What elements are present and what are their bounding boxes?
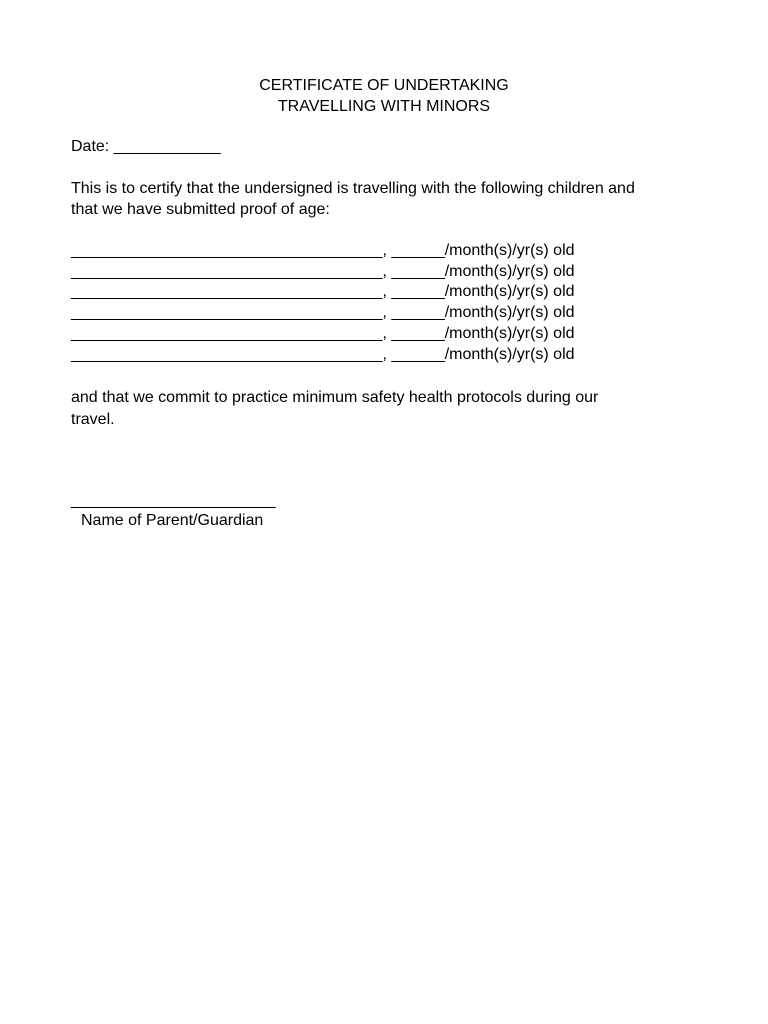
child-row: ___________________________________, ______/month(s)/yr(s) old <box>71 283 575 301</box>
children-list <box>71 241 575 365</box>
child-row: ___________________________________, ______/month(s)/yr(s) old <box>71 324 575 342</box>
document-title <box>0 75 768 117</box>
commitment-line-1: and that we commit to practice minimum safety health protocols during our <box>71 389 599 406</box>
child-row: ___________________________________, ______/month(s)/yr(s) old <box>71 345 575 363</box>
child-row: ___________________________________, ______/month(s)/yr(s) old <box>71 262 575 280</box>
child-row: ___________________________________, ______/month(s)/yr(s) old <box>71 242 575 259</box>
signature-label: Name of Parent/Guardian <box>81 512 264 529</box>
title-line-1: CERTIFICATE OF UNDERTAKING <box>259 77 509 94</box>
intro-line-1: This is to certify that the undersigned is travelling with the following children and <box>71 180 635 197</box>
intro-line-2: that we have submitted proof of age: <box>71 201 330 218</box>
title-line-2: TRAVELLING WITH MINORS <box>277 98 491 115</box>
intro-paragraph <box>71 178 701 220</box>
commitment-paragraph <box>71 387 701 431</box>
date-field: Date: ____________ <box>71 138 221 155</box>
commitment-line-2: travel. <box>71 411 115 428</box>
signature-line: _______________________ <box>71 492 276 509</box>
child-row: ___________________________________, ______/month(s)/yr(s) old <box>71 304 575 322</box>
